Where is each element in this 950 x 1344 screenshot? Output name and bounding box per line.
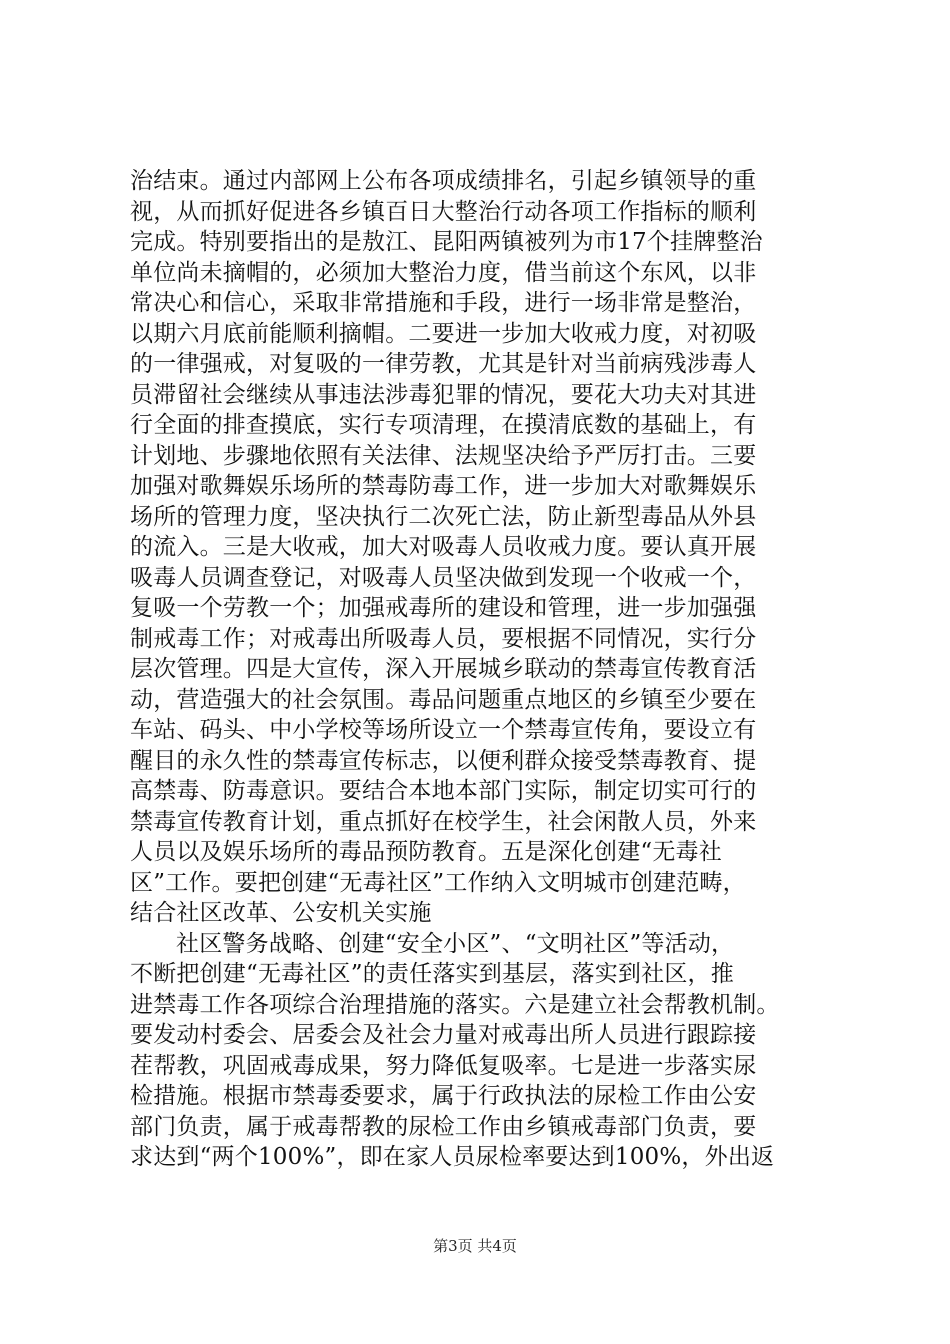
text-line: 制戒毒工作；对戒毒出所吸毒人员，要根据不同情况，实行分	[130, 625, 757, 652]
text-line: 常决心和信心，采取非常措施和手段，进行一场非常是整治，	[130, 290, 757, 316]
text-line: 单位尚未摘帽的，必须加大整治力度，借当前这个东风，以非	[130, 259, 757, 286]
text-line: 吸毒人员调查登记，对吸毒人员坚决做到发现一个收戒一个，	[130, 564, 757, 591]
text-line: 层次管理。四是大宣传，深入开展城乡联动的禁毒宣传教育活	[130, 656, 757, 682]
text-line: 员滞留社会继续从事违法涉毒犯罪的情况，要花大功夫对其进	[130, 381, 757, 408]
text-line: 禁毒宣传教育计划，重点抓好在校学生，社会闲散人员，外来	[130, 808, 757, 835]
text-line: 加强对歌舞娱乐场所的禁毒防毒工作，进一步加大对歌舞娱乐	[130, 473, 757, 499]
text-line: 高禁毒、防毒意识。要结合本地本部门实际，制定切实可行的	[130, 778, 757, 804]
text-line: 视，从而抓好促进各乡镇百日大整治行动各项工作指标的顺利	[130, 198, 757, 225]
text-line: 以期六月底前能顺利摘帽。二要进一步加大收戒力度，对初吸	[130, 320, 757, 347]
text-line: 结合社区改革、公安机关实施	[130, 900, 432, 926]
text-line: 治结束。通过内部网上公布各项成绩排名，引起乡镇领导的重	[130, 168, 757, 194]
text-line: 场所的管理力度，坚决执行二次死亡法，防止新型毒品从外县	[130, 503, 757, 530]
text-line: 要发动村委会、居委会及社会力量对戒毒出所人员进行跟踪接	[130, 1022, 757, 1048]
text-line: 醒目的永久性的禁毒宣传标志，以便利群众接受禁毒教育、提	[130, 747, 757, 774]
text-line: 求达到“两个100%”，即在家人员尿检率要达到100%，外出返	[130, 1144, 775, 1170]
text-line: 进禁毒工作各项综合治理措施的落实。六是建立社会帮教机制。	[130, 991, 780, 1018]
text-line: 人员以及娱乐场所的毒品预防教育。五是深化创建“无毒社	[130, 839, 722, 865]
text-line: 检措施。根据市禁毒委要求，属于行政执法的尿检工作由公安	[130, 1083, 757, 1109]
text-line: 复吸一个劳教一个；加强戒毒所的建设和管理，进一步加强强	[130, 595, 757, 621]
text-line: 完成。特别要指出的是敖江、昆阳两镇被列为市17个挂牌整治	[130, 229, 763, 255]
text-line: 区”工作。要把创建“无毒社区”工作纳入文明城市创建范畴，	[130, 869, 746, 896]
page-number-footer: 第3页 共4页	[433, 1237, 517, 1255]
paragraph-start-line: 社区警务战略、创建“安全小区”、“文明社区”等活动，	[176, 930, 735, 957]
text-line: 的流入。三是大收戒，加大对吸毒人员收戒力度。要认真开展	[130, 534, 757, 560]
text-line: 茬帮教，巩固戒毒成果，努力降低复吸率。七是进一步落实尿	[130, 1052, 757, 1079]
text-line: 不断把创建“无毒社区”的责任落实到基层，落实到社区，推	[130, 961, 734, 987]
text-line: 车站、码头、中小学校等场所设立一个禁毒宣传角，要设立有	[130, 717, 757, 743]
text-line: 动，营造强大的社会氛围。毒品问题重点地区的乡镇至少要在	[130, 686, 757, 713]
document-body	[130, 166, 830, 1173]
text-line: 计划地、步骤地依照有关法律、法规坚决给予严厉打击。三要	[130, 442, 757, 469]
text-line: 部门负责，属于戒毒帮教的尿检工作由乡镇戒毒部门负责，要	[130, 1113, 757, 1140]
text-line: 的一律强戒，对复吸的一律劳教，尤其是针对当前病残涉毒人	[130, 351, 757, 377]
text-line: 行全面的排查摸底，实行专项清理，在摸清底数的基础上，有	[130, 412, 757, 438]
